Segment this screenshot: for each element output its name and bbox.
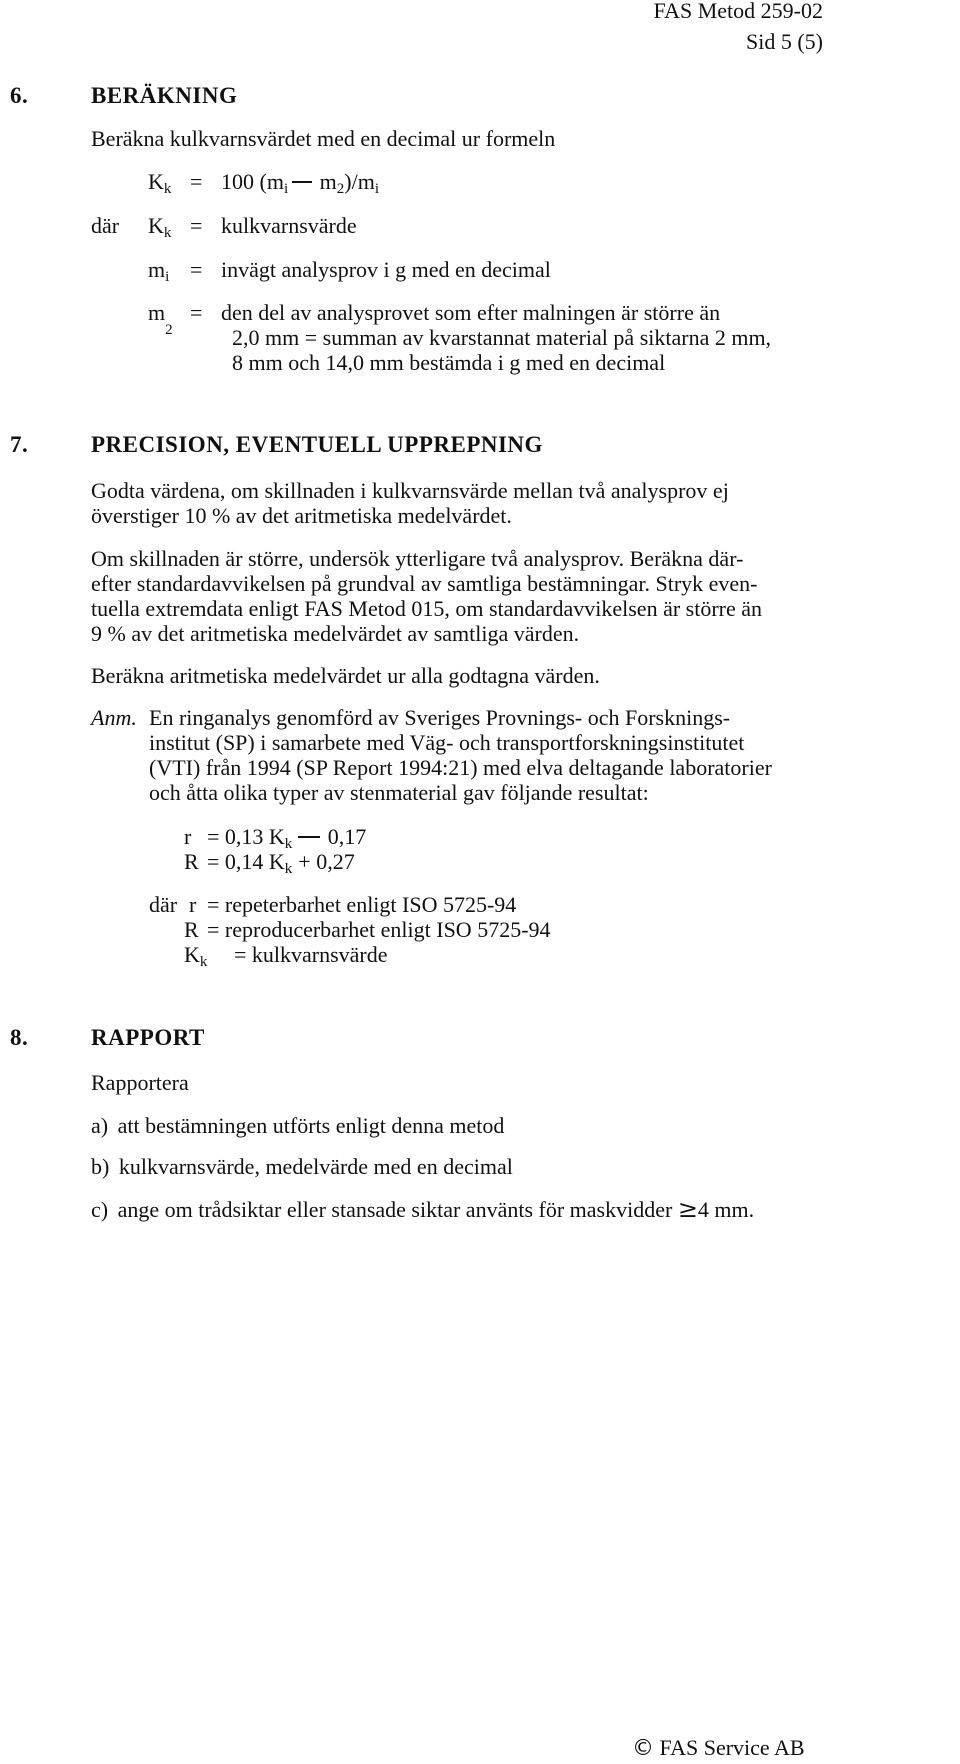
legend-R-text: = reproducerbarhet enligt ISO 5725-94 [207,917,551,942]
note-line2: institut (SP) i samarbete med Väg- och transportforskningsinstitutet [149,730,745,755]
def-kk-symbol: $K_k$ [148,213,172,241]
def-kk-eq: = [190,213,203,238]
report-item-b-text: kulkvarnsvärde, medelvärde med en decimal [118,1154,513,1179]
section7-number: 7. [10,432,29,457]
eq-R-expression: = 0,14 $K_k + 0,27$ [207,849,355,877]
def-m2-symbol: $m_2$ [148,300,173,338]
eq-R-symbol: R [184,849,199,874]
section7-p1-line2: överstiger 10 % av det aritmetiska medelvärdet. [91,503,512,528]
section7-title: PRECISION, EVENTUELL UPPREPNING [91,432,543,457]
legend-kk-symbol: $K_k$ [184,942,208,970]
section7-p2-line2: efter standardavvikelsen på grundval av samtliga bestämningar. Stryk even- [91,571,758,596]
eq-r-symbol: r [184,824,192,849]
footer-company: FAS Service AB [659,1735,805,1760]
note-label: Anm. [91,705,137,730]
report-item-c [91,1194,754,1224]
copyright-icon: © [632,1736,654,1761]
formula-rhs: 100 ($m_i$ $m_2)/m_i$ [221,169,379,197]
section7-p3: Beräkna aritmetiska medelvärdet ur alla godtagna värden. [91,663,600,688]
note-line4: och åtta olika typer av stenmaterial gav följande resultat: [149,780,649,805]
def-mi-symbol: $m_i$ [148,257,170,285]
formula-main [148,168,171,196]
report-item-b-label: b) [91,1154,110,1179]
section6-intro: Beräkna kulkvarnsvärdet med en decimal ur formeln [91,126,556,151]
section6-number: 6. [10,83,29,108]
section7-p2-line1: Om skillnaden är större, undersök ytterligare två analysprov. Beräkna där- [91,546,744,571]
section8-title: RAPPORT [91,1025,205,1050]
report-item-b [91,1153,513,1181]
eq-r-expression: = 0,13 $K_k$ 0,17 [207,824,367,852]
def-m2-line1: den del av analysprovet som efter malningen är större än [221,300,721,325]
section7-p2-line4: 9 % av det aritmetiska medelvärdet av samtliga värden. [91,621,580,646]
report-item-c-text-end: 4 mm. [697,1197,755,1222]
report-item-a-text: att bestämningen utförts enligt denna metod [117,1113,505,1138]
section8-intro: Rapportera [91,1070,189,1095]
def-kk-text: kulkvarnsvärde [221,213,357,238]
definitions-where: där [91,213,120,238]
section6-title: BERÄKNING [91,83,238,108]
legend-where: där [149,892,178,917]
section8-number: 8. [10,1025,29,1050]
def-m2-eq: = [190,300,203,325]
formula-eq: = [190,169,203,194]
note-line3: (VTI) från 1994 (SP Report 1994:21) med elva deltagande laboratorier [149,755,772,780]
note-line1: En ringanalys genomförd av Sveriges Provnings- och Forsknings- [149,705,731,730]
def-mi-eq: = [190,257,203,282]
legend-r-symbol: r [189,892,197,917]
report-item-a-label: a) [91,1113,109,1138]
legend-R-symbol: R [184,917,199,942]
header-page-number: Sid 5 (5) [746,29,823,54]
def-m2-line3: 8 mm och 14,0 mm bestämda i g med en decimal [232,350,666,375]
report-item-c-label: c) [91,1197,109,1222]
section7-p2-line3: tuella extremdata enligt FAS Metod 015, om standardavvikelsen är större än [91,596,763,621]
def-m2-line2: 2,0 mm = summan av kvarstannat material på siktarna 2 mm, [232,325,772,350]
def-mi-text: invägt analysprov i g med en decimal [221,257,551,282]
greater-equal-symbol: ≥ [677,1195,698,1223]
legend-r-text: = repeterbarhet enligt ISO 5725-94 [207,892,517,917]
footer [632,1734,805,1763]
section7-p1-line1: Godta värdena, om skillnaden i kulkvarnsvärde mellan två analysprov ej [91,478,729,503]
header-method: FAS Metod 259-02 [653,0,823,23]
legend-kk-text: = kulkvarnsvärde [234,942,388,967]
report-item-a [91,1112,504,1140]
formula-lhs: $K_k$ [148,169,172,197]
report-item-c-text: ange om trådsiktar eller stansade siktar använts för maskvidder [117,1197,678,1222]
